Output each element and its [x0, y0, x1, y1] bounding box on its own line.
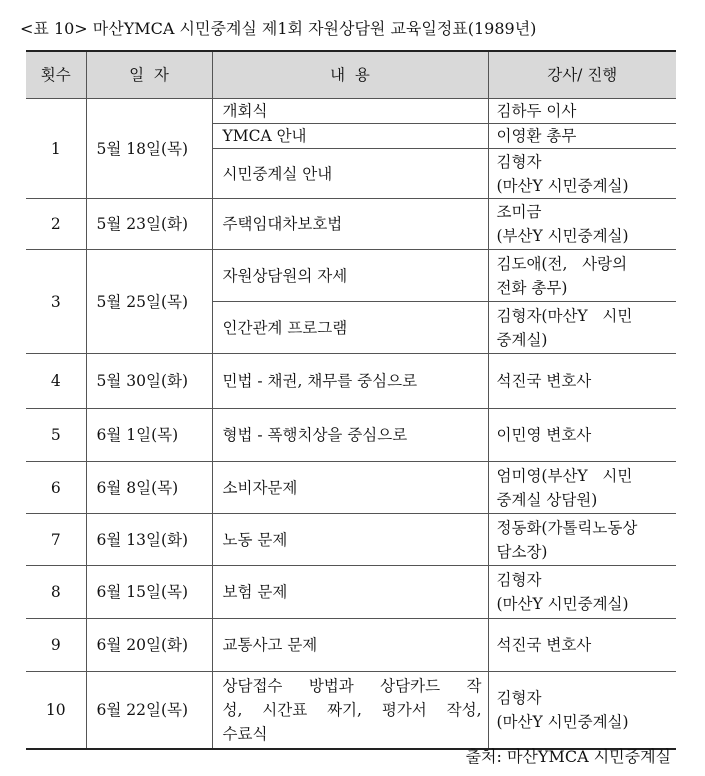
session-lecturer — [488, 124, 676, 149]
table-row — [26, 672, 676, 749]
schedule-table — [26, 50, 676, 750]
table-row — [26, 566, 676, 619]
table-caption: <표 10> 마산YMCA 시민중계실 제1회 자원상담원 교육일정표(1989년) — [20, 19, 537, 38]
session-content: 보험 문제 — [212, 566, 488, 619]
session-content: 주택임대차보호법 — [212, 199, 488, 250]
lecturer-line: 석진국 변호사 — [496, 636, 592, 654]
session-number: 5 — [26, 409, 86, 462]
header-lecturer: 강사/ 진행 — [488, 51, 676, 99]
session-number: 1 — [26, 99, 86, 199]
session-date: 6월 15일(목) — [86, 566, 212, 619]
lecturer-line: 중계실 상담원) — [496, 490, 598, 509]
session-lecturer — [488, 149, 676, 199]
table-row — [26, 99, 676, 124]
session-content — [212, 672, 488, 749]
session-date: 6월 13일(화) — [86, 514, 212, 566]
lecturer-line: 담소장) — [496, 542, 548, 561]
table-row — [26, 250, 676, 302]
session-lecturer — [488, 619, 676, 672]
lecturer-line: 정동화(가톨릭노동상 — [496, 518, 638, 537]
session-date: 6월 22일(목) — [86, 672, 212, 749]
session-lecturer — [488, 199, 676, 250]
content-line: 수료식 — [222, 724, 268, 743]
session-number: 8 — [26, 566, 86, 619]
lecturer-line: 중계실) — [496, 330, 548, 349]
session-lecturer — [488, 672, 676, 749]
session-content: 시민중계실 안내 — [212, 149, 488, 199]
lecturer-line: 김형자 — [496, 571, 542, 589]
header-row — [26, 51, 676, 99]
session-content: 교통사고 문제 — [212, 619, 488, 672]
session-lecturer — [488, 566, 676, 619]
lecturer-line: (부산Y 시민중계실) — [496, 227, 629, 245]
session-lecturer — [488, 514, 676, 566]
table-row — [26, 409, 676, 462]
session-number: 7 — [26, 514, 86, 566]
lecturer-line: 엄미영(부산Y 시민 — [496, 466, 633, 485]
session-number: 2 — [26, 199, 86, 250]
lecturer-line: (마산Y 시민중계실) — [496, 595, 629, 613]
table-row — [26, 199, 676, 250]
session-content: 소비자문제 — [212, 462, 488, 514]
header-no: 횟수 — [26, 51, 86, 99]
session-lecturer — [488, 462, 676, 514]
session-number: 9 — [26, 619, 86, 672]
session-date: 5월 18일(목) — [86, 99, 212, 199]
lecturer-line: (마산Y 시민중계실) — [496, 712, 629, 731]
session-lecturer — [488, 409, 676, 462]
table-row — [26, 354, 676, 409]
session-date: 6월 1일(목) — [86, 409, 212, 462]
content-line: 성, 시간표 짜기, 평가서 작성, — [222, 700, 482, 719]
lecturer-line: 이영환 총무 — [496, 127, 577, 145]
session-content: 인간관계 프로그램 — [212, 302, 488, 354]
session-lecturer — [488, 250, 676, 302]
lecturer-line: 석진국 변호사 — [496, 372, 592, 390]
source-note: 출처: 마산YMCA 시민중계실 — [465, 747, 671, 766]
lecturer-line: 김도애(전, 사랑의 — [496, 254, 628, 273]
content-line: 상담접수 방법과 상담카드 작 — [222, 676, 482, 695]
table-row — [26, 514, 676, 566]
lecturer-line: 전화 총무) — [496, 278, 568, 297]
table-row — [26, 462, 676, 514]
session-content: 민법 - 채권, 채무를 중심으로 — [212, 354, 488, 409]
session-date: 5월 25일(목) — [86, 250, 212, 354]
table-row — [26, 619, 676, 672]
lecturer-line: 조미금 — [496, 203, 542, 221]
session-number: 4 — [26, 354, 86, 409]
session-number: 10 — [26, 672, 86, 749]
lecturer-line: 김형자(마산Y 시민 — [496, 306, 633, 325]
lecturer-line: 김하두 이사 — [496, 102, 577, 120]
session-lecturer — [488, 354, 676, 409]
session-date: 6월 20일(화) — [86, 619, 212, 672]
header-content: 내 용 — [212, 51, 488, 99]
session-lecturer — [488, 99, 676, 124]
lecturer-line: 김형자 — [496, 152, 542, 171]
session-lecturer — [488, 302, 676, 354]
lecturer-line: 이민영 변호사 — [496, 426, 592, 444]
schedule-body — [26, 99, 676, 749]
session-date: 5월 23일(화) — [86, 199, 212, 250]
session-number: 6 — [26, 462, 86, 514]
session-date: 6월 8일(목) — [86, 462, 212, 514]
session-date: 5월 30일(화) — [86, 354, 212, 409]
lecturer-line: (마산Y 시민중계실) — [496, 176, 629, 195]
session-content: 자원상담원의 자세 — [212, 250, 488, 302]
session-content: 개회식 — [212, 99, 488, 124]
session-content: 형법 - 폭행치상을 중심으로 — [212, 409, 488, 462]
session-number: 3 — [26, 250, 86, 354]
lecturer-line: 김형자 — [496, 688, 542, 707]
header-date: 일 자 — [86, 51, 212, 99]
session-content: 노동 문제 — [212, 514, 488, 566]
session-content: YMCA 안내 — [212, 124, 488, 149]
